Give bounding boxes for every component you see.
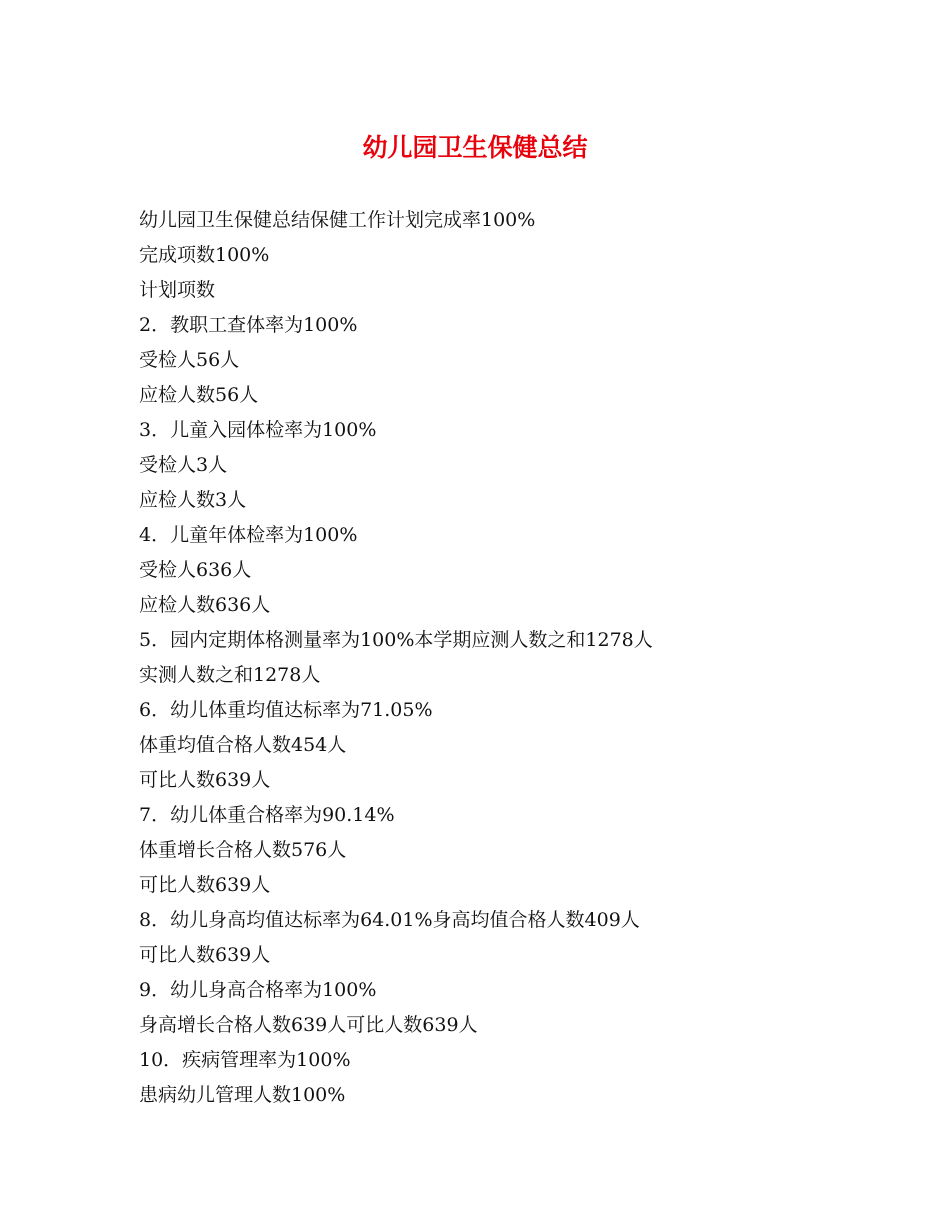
text-line: 应检人数3人 <box>139 489 247 511</box>
text-line: 体重增长合格人数576人 <box>139 839 347 861</box>
text-line: 7．幼儿体重合格率为90.14% <box>139 804 395 826</box>
text-line: 受检人636人 <box>139 559 252 581</box>
text-line: 10．疾病管理率为100% <box>139 1049 351 1071</box>
text-line: 3．儿童入园体检率为100% <box>139 419 377 441</box>
text-line: 2．教职工查体率为100% <box>139 314 358 336</box>
text-line: 体重均值合格人数454人 <box>139 734 347 756</box>
text-line: 受检人56人 <box>139 349 240 371</box>
text-line: 实测人数之和1278人 <box>139 664 321 686</box>
text-line: 9．幼儿身高合格率为100% <box>139 979 377 1001</box>
text-line: 4．儿童年体检率为100% <box>139 524 358 546</box>
text-line: 可比人数639人 <box>139 874 271 896</box>
text-line: 6．幼儿体重均值达标率为71.05% <box>139 699 433 721</box>
text-line: 完成项数100% <box>139 244 270 266</box>
document-title: 幼儿园卫生保健总结 <box>362 133 588 162</box>
document-body <box>139 203 839 1113</box>
text-line: 可比人数639人 <box>139 769 271 791</box>
text-line: 应检人数56人 <box>139 384 259 406</box>
text-line: 身高增长合格人数639人可比人数639人 <box>139 1014 478 1036</box>
text-line: 患病幼儿管理人数100% <box>139 1084 346 1106</box>
text-line: 受检人3人 <box>139 454 228 476</box>
text-line: 8．幼儿身高均值达标率为64.01%身高均值合格人数409人 <box>139 909 640 931</box>
text-line: 5．园内定期体格测量率为100%本学期应测人数之和1278人 <box>139 629 653 651</box>
text-line: 可比人数639人 <box>139 944 271 966</box>
text-line: 应检人数636人 <box>139 594 271 616</box>
text-line: 计划项数 <box>139 279 216 301</box>
text-line: 幼儿园卫生保健总结保健工作计划完成率100% <box>139 209 536 231</box>
